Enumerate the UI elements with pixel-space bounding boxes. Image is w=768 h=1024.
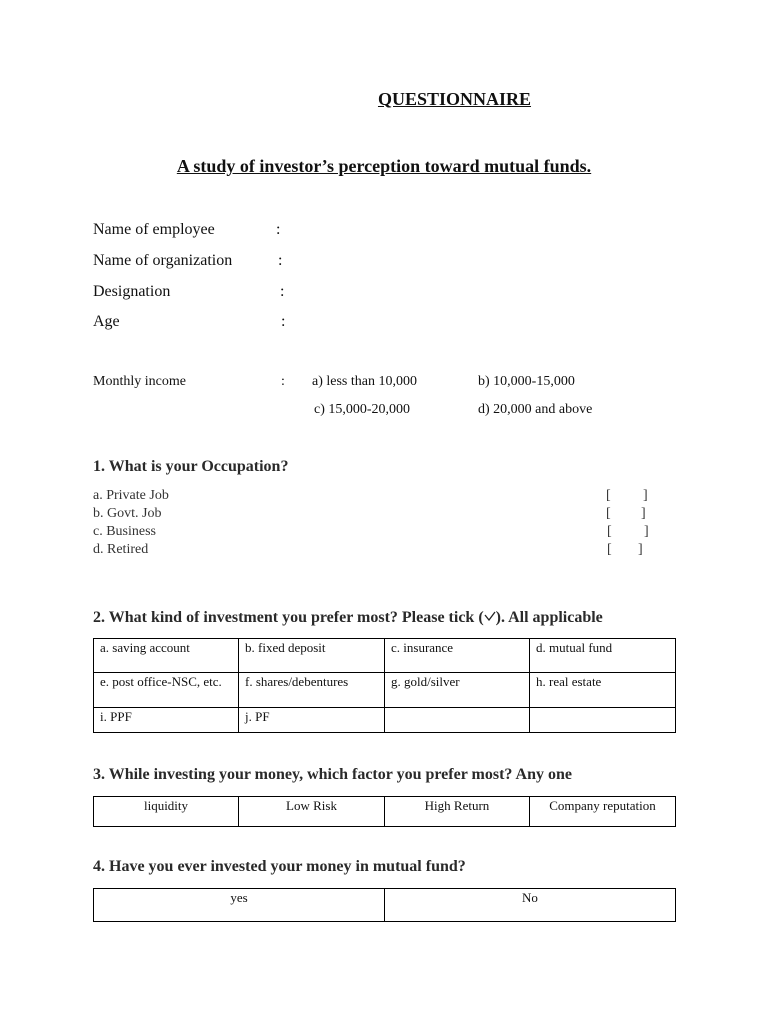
- table-cell[interactable]: a. saving account: [94, 639, 239, 673]
- checkbox-bracket-open[interactable]: [: [606, 488, 611, 503]
- checkbox-bracket-open[interactable]: [: [607, 524, 612, 539]
- tick-mark-icon: [484, 611, 496, 621]
- table-cell[interactable]: liquidity: [94, 797, 239, 827]
- table-cell[interactable]: e. post office-NSC, etc.: [94, 673, 239, 708]
- table-cell[interactable]: No: [385, 889, 676, 922]
- table-cell[interactable]: g. gold/silver: [385, 673, 530, 708]
- question-4: 4. Have you ever invested your money in mutual fund?: [93, 858, 466, 875]
- table-cell[interactable]: Company reputation: [530, 797, 676, 827]
- occupation-option: c. Business: [93, 524, 156, 539]
- checkbox-bracket-close[interactable]: ]: [643, 488, 648, 503]
- table-cell[interactable]: j. PF: [239, 708, 385, 733]
- income-option-a: a) less than 10,000: [312, 374, 417, 389]
- checkbox-bracket-close[interactable]: ]: [641, 506, 646, 521]
- table-cell[interactable]: [385, 708, 530, 733]
- question-2-text-start: 2. What kind of investment you prefer most? Please tick (: [93, 609, 484, 626]
- income-label: Monthly income: [93, 374, 186, 389]
- question-2: [93, 609, 603, 627]
- table-cell[interactable]: c. insurance: [385, 639, 530, 673]
- field-separator: :: [278, 252, 283, 269]
- invested-options-table: [93, 888, 676, 922]
- income-separator: :: [281, 374, 285, 389]
- page-subtitle: A study of investor’s perception toward mutual funds.: [176, 156, 592, 176]
- checkbox-bracket-close[interactable]: ]: [644, 524, 649, 539]
- field-label-employee: Name of employee: [93, 221, 215, 238]
- table-row: [94, 889, 676, 922]
- income-option-c: c) 15,000-20,000: [314, 402, 411, 417]
- question-2-text-end: ). All applicable: [495, 609, 603, 626]
- income-option-d: d) 20,000 and above: [478, 402, 593, 417]
- table-cell[interactable]: [530, 708, 676, 733]
- occupation-option: a. Private Job: [93, 488, 169, 503]
- checkbox-bracket-close[interactable]: ]: [638, 542, 643, 557]
- checkbox-bracket-open[interactable]: [: [606, 506, 611, 521]
- field-separator: :: [281, 313, 286, 330]
- field-label-organization: Name of organization: [93, 252, 233, 269]
- table-row: [94, 797, 676, 827]
- table-cell[interactable]: Low Risk: [239, 797, 385, 827]
- investment-options-table: [93, 638, 676, 733]
- table-row: [94, 673, 676, 708]
- field-label-designation: Designation: [93, 283, 171, 300]
- table-cell[interactable]: High Return: [385, 797, 530, 827]
- field-label-age: Age: [93, 313, 120, 330]
- table-cell[interactable]: b. fixed deposit: [239, 639, 385, 673]
- question-1: 1. What is your Occupation?: [93, 458, 289, 475]
- table-cell[interactable]: yes: [94, 889, 385, 922]
- table-cell[interactable]: d. mutual fund: [530, 639, 676, 673]
- table-cell[interactable]: f. shares/debentures: [239, 673, 385, 708]
- table-cell[interactable]: h. real estate: [530, 673, 676, 708]
- income-option-b: b) 10,000-15,000: [478, 374, 575, 389]
- occupation-option: b. Govt. Job: [93, 506, 162, 521]
- table-row: [94, 708, 676, 733]
- table-cell[interactable]: i. PPF: [94, 708, 239, 733]
- occupation-option: d. Retired: [93, 542, 149, 557]
- page-title: QUESTIONNAIRE: [377, 89, 532, 109]
- table-row: [94, 639, 676, 673]
- field-separator: :: [280, 283, 285, 300]
- checkbox-bracket-open[interactable]: [: [607, 542, 612, 557]
- question-3: 3. While investing your money, which factor you prefer most? Any one: [93, 766, 572, 783]
- factor-options-table: [93, 796, 676, 827]
- field-separator: :: [276, 221, 281, 238]
